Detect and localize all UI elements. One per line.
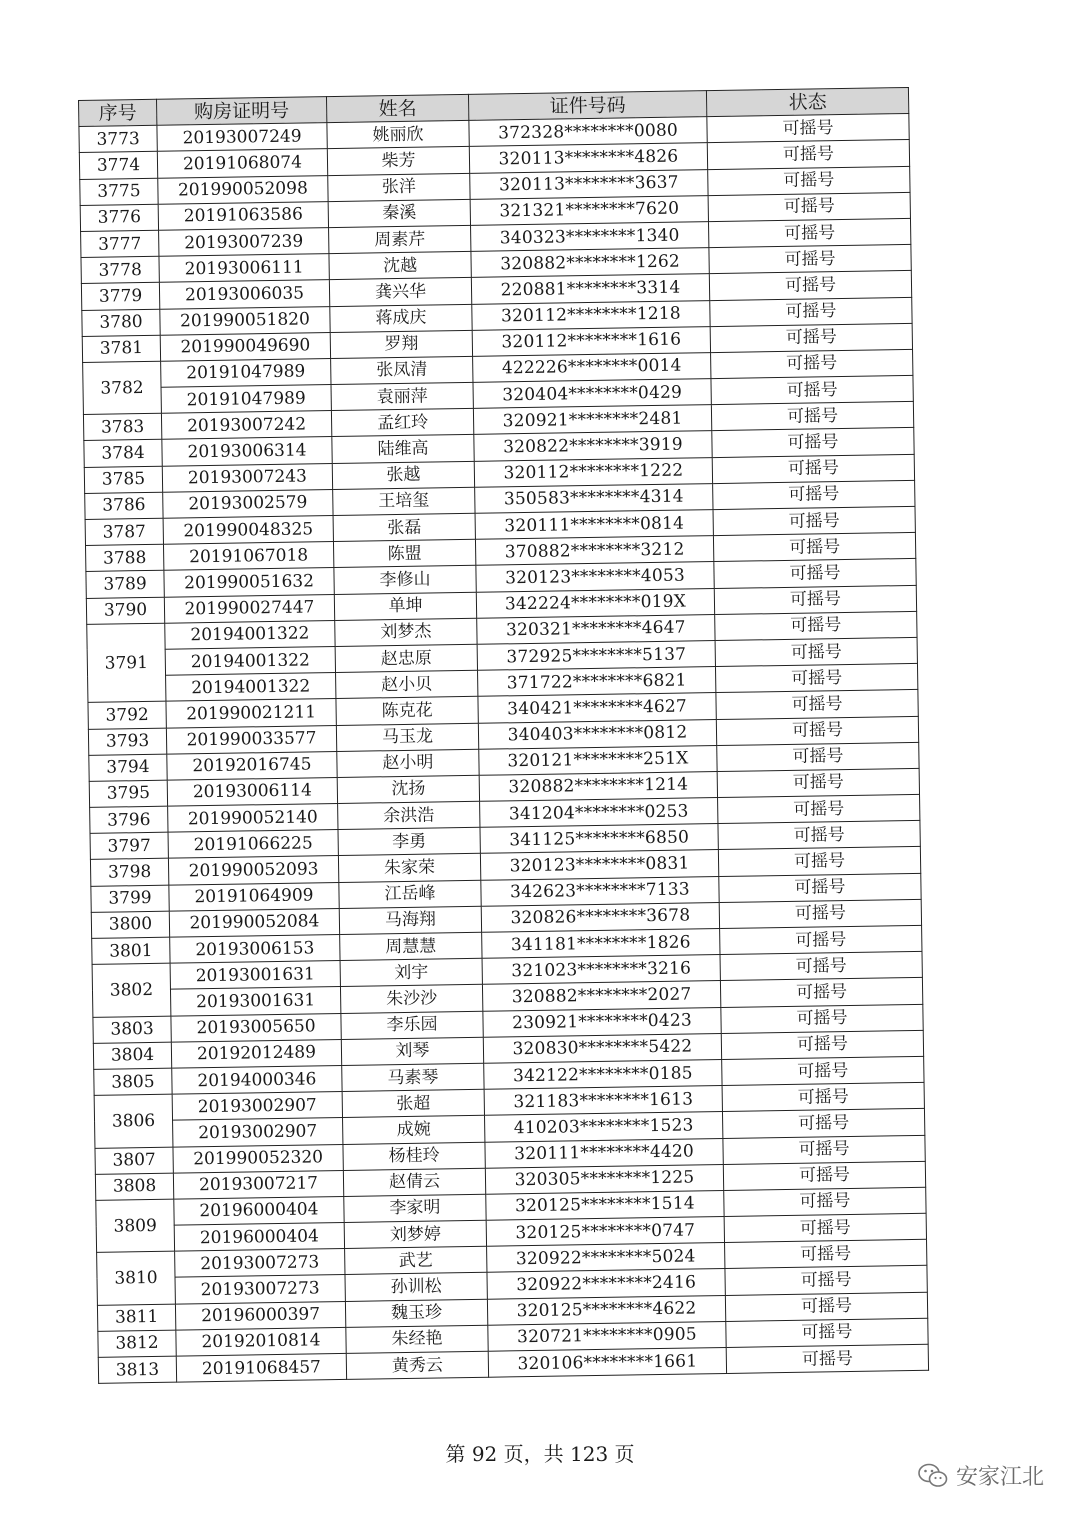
cell-certificate: 20191066225 bbox=[168, 830, 338, 859]
cell-id-number: 321183********1613 bbox=[484, 1086, 722, 1116]
cell-status: 可摇号 bbox=[725, 1292, 927, 1321]
cell-id-number: 320882********2027 bbox=[482, 981, 720, 1011]
cell-certificate: 201990052140 bbox=[168, 804, 338, 833]
cell-seq: 3780 bbox=[82, 309, 160, 336]
cell-id-number: 230921********0423 bbox=[483, 1007, 721, 1037]
cell-status: 可摇号 bbox=[723, 1161, 925, 1190]
header-certificate: 购房证明号 bbox=[156, 97, 326, 126]
cell-seq: 3776 bbox=[80, 204, 158, 231]
cell-seq: 3779 bbox=[81, 283, 159, 310]
cell-certificate: 201990052093 bbox=[168, 856, 338, 885]
cell-certificate: 20191063586 bbox=[158, 201, 328, 230]
cell-certificate: 20196000404 bbox=[174, 1196, 344, 1225]
cell-seq: 3803 bbox=[93, 1016, 171, 1043]
cell-name: 袁丽萍 bbox=[331, 382, 473, 410]
cell-certificate: 20193006153 bbox=[170, 934, 340, 963]
cell-certificate: 20193007273 bbox=[175, 1275, 345, 1304]
cell-seq: 3786 bbox=[85, 492, 163, 519]
cell-name: 张越 bbox=[332, 461, 474, 489]
cell-id-number: 320305********1225 bbox=[485, 1164, 723, 1194]
cell-seq: 3794 bbox=[89, 754, 167, 781]
cell-seq: 3795 bbox=[89, 780, 167, 807]
cell-name: 黄秀云 bbox=[346, 1351, 488, 1379]
cell-seq: 3796 bbox=[90, 806, 168, 833]
cell-name: 张洋 bbox=[328, 173, 470, 201]
cell-status: 可摇号 bbox=[719, 873, 921, 902]
cell-status: 可摇号 bbox=[720, 952, 922, 981]
cell-name: 柴芳 bbox=[327, 147, 469, 175]
cell-seq: 3811 bbox=[97, 1304, 175, 1331]
cell-seq: 3810 bbox=[97, 1251, 176, 1305]
cell-name: 赵小明 bbox=[337, 749, 479, 777]
wechat-icon bbox=[918, 1463, 948, 1489]
cell-certificate: 20196000397 bbox=[175, 1301, 345, 1330]
cell-certificate: 20193006314 bbox=[162, 437, 332, 466]
cell-name: 朱沙沙 bbox=[340, 985, 482, 1013]
cell-seq: 3809 bbox=[96, 1199, 175, 1253]
cell-status: 可摇号 bbox=[725, 1266, 927, 1295]
cell-status: 可摇号 bbox=[724, 1213, 926, 1242]
cell-name: 马海翔 bbox=[339, 906, 481, 934]
cell-status: 可摇号 bbox=[718, 794, 920, 823]
cell-name: 张凤清 bbox=[331, 356, 473, 384]
cell-id-number: 372925********5137 bbox=[477, 640, 715, 670]
cell-status: 可摇号 bbox=[714, 585, 916, 614]
cell-status: 可摇号 bbox=[711, 375, 913, 404]
cell-id-number: 320922********5024 bbox=[487, 1243, 725, 1273]
cell-name: 罗翔 bbox=[330, 330, 472, 358]
header-status: 状态 bbox=[706, 87, 908, 116]
cell-status: 可摇号 bbox=[711, 349, 913, 378]
cell-certificate: 20193005650 bbox=[171, 1013, 341, 1042]
cell-seq: 3774 bbox=[79, 152, 157, 179]
cell-certificate: 20193001631 bbox=[170, 961, 340, 990]
applicant-table bbox=[78, 87, 929, 1384]
cell-certificate: 201990052098 bbox=[158, 175, 328, 204]
cell-name: 周慧慧 bbox=[340, 932, 482, 960]
cell-name: 张磊 bbox=[333, 513, 475, 541]
cell-id-number: 320112********1222 bbox=[474, 457, 712, 487]
cell-certificate: 20191067018 bbox=[163, 542, 333, 571]
cell-id-number: 370882********3212 bbox=[475, 536, 713, 566]
cell-seq: 3792 bbox=[88, 702, 166, 729]
cell-name: 赵小贝 bbox=[336, 670, 478, 698]
cell-id-number: 320111********0814 bbox=[475, 510, 713, 540]
cell-status: 可摇号 bbox=[721, 1030, 923, 1059]
cell-status: 可摇号 bbox=[709, 245, 911, 274]
cell-certificate: 20193007243 bbox=[162, 463, 332, 492]
cell-name: 龚兴华 bbox=[329, 278, 471, 306]
cell-name: 周素芹 bbox=[329, 225, 471, 253]
cell-id-number: 320111********4420 bbox=[485, 1138, 723, 1168]
cell-name: 赵倩云 bbox=[343, 1168, 485, 1196]
cell-seq: 3789 bbox=[86, 571, 164, 598]
cell-name: 单坤 bbox=[334, 592, 476, 620]
cell-id-number: 340323********1340 bbox=[471, 222, 709, 252]
cell-certificate: 20193006035 bbox=[159, 280, 329, 309]
cell-status: 可摇号 bbox=[707, 114, 909, 143]
cell-seq: 3783 bbox=[83, 413, 161, 440]
cell-id-number: 320826********3678 bbox=[481, 902, 719, 932]
cell-name: 李勇 bbox=[338, 828, 480, 856]
cell-status: 可摇号 bbox=[722, 1056, 924, 1085]
cell-status: 可摇号 bbox=[712, 428, 914, 457]
cell-certificate: 20194001322 bbox=[165, 620, 335, 649]
cell-id-number: 320922********2416 bbox=[487, 1269, 725, 1299]
cell-certificate: 20194001322 bbox=[165, 646, 335, 675]
cell-seq: 3802 bbox=[92, 963, 171, 1017]
cell-certificate: 20193006111 bbox=[159, 254, 329, 283]
cell-certificate: 20191047989 bbox=[161, 385, 331, 414]
cell-certificate: 20192012489 bbox=[171, 1039, 341, 1068]
cell-id-number: 220881********3314 bbox=[471, 274, 709, 304]
cell-seq: 3799 bbox=[91, 885, 169, 912]
cell-status: 可摇号 bbox=[723, 1135, 925, 1164]
cell-status: 可摇号 bbox=[721, 1004, 923, 1033]
cell-status: 可摇号 bbox=[713, 506, 915, 535]
cell-seq: 3805 bbox=[94, 1068, 172, 1095]
cell-id-number: 320921********2481 bbox=[473, 405, 711, 435]
cell-certificate: 201990052084 bbox=[169, 908, 339, 937]
document-sheet bbox=[78, 87, 928, 1384]
cell-name: 马素琴 bbox=[342, 1063, 484, 1091]
cell-id-number: 320822********3919 bbox=[474, 431, 712, 461]
cell-name: 沈扬 bbox=[337, 775, 479, 803]
cell-seq: 3793 bbox=[88, 728, 166, 755]
cell-id-number: 320123********0831 bbox=[480, 850, 718, 880]
cell-name: 孟红玲 bbox=[331, 409, 473, 437]
cell-id-number: 320404********0429 bbox=[473, 379, 711, 409]
cell-seq: 3781 bbox=[82, 335, 160, 362]
cell-status: 可摇号 bbox=[716, 690, 918, 719]
cell-name: 成婉 bbox=[343, 1116, 485, 1144]
cell-id-number: 320112********1616 bbox=[472, 326, 710, 356]
cell-name: 刘梦杰 bbox=[335, 618, 477, 646]
cell-name: 李家明 bbox=[344, 1194, 486, 1222]
cell-name: 陆维高 bbox=[332, 435, 474, 463]
cell-status: 可摇号 bbox=[711, 402, 913, 431]
cell-status: 可摇号 bbox=[714, 559, 916, 588]
cell-status: 可摇号 bbox=[718, 847, 920, 876]
cell-id-number: 320721********0905 bbox=[488, 1321, 726, 1351]
cell-seq: 3784 bbox=[84, 440, 162, 467]
cell-id-number: 320830********5422 bbox=[483, 1033, 721, 1063]
cell-seq: 3782 bbox=[83, 361, 162, 415]
cell-status: 可摇号 bbox=[707, 140, 909, 169]
cell-certificate: 20194000346 bbox=[172, 1065, 342, 1094]
table-body bbox=[79, 114, 929, 1384]
cell-certificate: 20193007242 bbox=[161, 411, 331, 440]
cell-seq: 3801 bbox=[92, 937, 170, 964]
cell-status: 可摇号 bbox=[708, 218, 910, 247]
cell-certificate: 20191064909 bbox=[169, 882, 339, 911]
cell-seq: 3797 bbox=[90, 832, 168, 859]
cell-seq: 3785 bbox=[84, 466, 162, 493]
cell-status: 可摇号 bbox=[722, 1109, 924, 1138]
cell-name: 魏玉珍 bbox=[345, 1299, 487, 1327]
cell-status: 可摇号 bbox=[708, 166, 910, 195]
cell-certificate: 20191047989 bbox=[161, 358, 331, 387]
cell-id-number: 342224********019X bbox=[476, 588, 714, 618]
cell-name: 王培玺 bbox=[333, 487, 475, 515]
cell-seq: 3813 bbox=[98, 1356, 176, 1383]
cell-name: 朱家荣 bbox=[338, 854, 480, 882]
cell-id-number: 341181********1826 bbox=[482, 929, 720, 959]
cell-status: 可摇号 bbox=[712, 454, 914, 483]
cell-certificate: 20193007217 bbox=[173, 1170, 343, 1199]
cell-seq: 3800 bbox=[91, 911, 169, 938]
cell-name: 姚丽欣 bbox=[327, 121, 469, 149]
cell-id-number: 320125********0747 bbox=[486, 1217, 724, 1247]
cell-certificate: 20193002907 bbox=[173, 1118, 343, 1147]
cell-status: 可摇号 bbox=[716, 716, 918, 745]
cell-id-number: 371722********6821 bbox=[478, 667, 716, 697]
cell-certificate: 20193007249 bbox=[157, 123, 327, 152]
cell-seq: 3806 bbox=[94, 1094, 173, 1148]
cell-status: 可摇号 bbox=[724, 1187, 926, 1216]
cell-id-number: 320112********1218 bbox=[472, 300, 710, 330]
cell-name: 朱经艳 bbox=[346, 1325, 488, 1353]
cell-status: 可摇号 bbox=[718, 821, 920, 850]
cell-certificate: 20193002907 bbox=[172, 1092, 342, 1121]
cell-certificate: 20192010814 bbox=[176, 1327, 346, 1356]
cell-certificate: 20193001631 bbox=[170, 987, 340, 1016]
cell-id-number: 320125********1514 bbox=[486, 1190, 724, 1220]
cell-id-number: 372328********0080 bbox=[469, 117, 707, 147]
header-seq: 序号 bbox=[79, 99, 157, 126]
cell-id-number: 321023********3216 bbox=[482, 955, 720, 985]
cell-status: 可摇号 bbox=[720, 978, 922, 1007]
cell-name: 刘琴 bbox=[341, 1037, 483, 1065]
cell-seq: 3808 bbox=[95, 1173, 173, 1200]
cell-status: 可摇号 bbox=[708, 192, 910, 221]
cell-id-number: 341204********0253 bbox=[480, 798, 718, 828]
cell-seq: 3787 bbox=[85, 518, 163, 545]
cell-status: 可摇号 bbox=[713, 480, 915, 509]
cell-name: 陈盟 bbox=[333, 539, 475, 567]
cell-seq: 3778 bbox=[81, 256, 159, 283]
cell-id-number: 350583********4314 bbox=[475, 483, 713, 513]
cell-name: 杨桂玲 bbox=[343, 1142, 485, 1170]
cell-certificate: 20194001322 bbox=[166, 673, 336, 702]
cell-status: 可摇号 bbox=[710, 323, 912, 352]
cell-seq: 3790 bbox=[86, 597, 164, 624]
cell-id-number: 341125********6850 bbox=[480, 824, 718, 854]
cell-id-number: 422226********0014 bbox=[473, 352, 711, 382]
cell-status: 可摇号 bbox=[722, 1082, 924, 1111]
cell-certificate: 20193002579 bbox=[163, 489, 333, 518]
cell-status: 可摇号 bbox=[717, 742, 919, 771]
cell-seq: 3777 bbox=[81, 230, 159, 257]
cell-id-number: 340421********4627 bbox=[478, 693, 716, 723]
header-name: 姓名 bbox=[326, 94, 468, 122]
cell-id-number: 342623********7133 bbox=[481, 876, 719, 906]
page-number: 第 92 页，共 123 页 bbox=[445, 1442, 635, 1466]
cell-certificate: 20191068074 bbox=[157, 149, 327, 178]
cell-certificate: 20193007273 bbox=[175, 1249, 345, 1278]
cell-name: 刘宇 bbox=[340, 958, 482, 986]
header-id-number: 证件号码 bbox=[468, 91, 706, 121]
cell-certificate: 201990027447 bbox=[164, 594, 334, 623]
cell-status: 可摇号 bbox=[715, 637, 917, 666]
cell-id-number: 340403********0812 bbox=[478, 719, 716, 749]
cell-status: 可摇号 bbox=[725, 1240, 927, 1269]
cell-name: 张超 bbox=[342, 1089, 484, 1117]
cell-status: 可摇号 bbox=[709, 271, 911, 300]
cell-certificate: 201990052320 bbox=[173, 1144, 343, 1173]
cell-certificate: 201990049690 bbox=[160, 332, 330, 361]
cell-id-number: 320113********3637 bbox=[470, 169, 708, 199]
cell-seq: 3791 bbox=[87, 623, 166, 703]
cell-status: 可摇号 bbox=[719, 899, 921, 928]
cell-seq: 3798 bbox=[90, 859, 168, 886]
cell-name: 沈越 bbox=[329, 251, 471, 279]
cell-certificate: 201990033577 bbox=[166, 725, 336, 754]
cell-certificate: 20191068457 bbox=[176, 1353, 346, 1382]
cell-status: 可摇号 bbox=[710, 297, 912, 326]
cell-id-number: 321321********7620 bbox=[470, 195, 708, 225]
cell-seq: 3807 bbox=[95, 1147, 173, 1174]
cell-status: 可摇号 bbox=[717, 768, 919, 797]
cell-certificate: 201990048325 bbox=[163, 516, 333, 545]
watermark bbox=[918, 1460, 1044, 1491]
cell-name: 江岳峰 bbox=[339, 880, 481, 908]
cell-id-number: 410203********1523 bbox=[485, 1112, 723, 1142]
cell-id-number: 320882********1214 bbox=[479, 771, 717, 801]
cell-status: 可摇号 bbox=[713, 533, 915, 562]
cell-seq: 3788 bbox=[86, 544, 164, 571]
cell-status: 可摇号 bbox=[715, 611, 917, 640]
cell-seq: 3812 bbox=[98, 1330, 176, 1357]
cell-certificate: 201990021211 bbox=[166, 699, 336, 728]
cell-status: 可摇号 bbox=[726, 1318, 928, 1347]
cell-id-number: 320106********1661 bbox=[488, 1347, 726, 1377]
cell-name: 秦溪 bbox=[328, 199, 470, 227]
cell-id-number: 320123********4053 bbox=[476, 562, 714, 592]
cell-name: 陈克花 bbox=[336, 697, 478, 725]
cell-name: 李乐园 bbox=[341, 1011, 483, 1039]
cell-seq: 3773 bbox=[79, 125, 157, 152]
cell-name: 武艺 bbox=[345, 1246, 487, 1274]
cell-certificate: 20193006114 bbox=[167, 777, 337, 806]
cell-id-number: 342122********0185 bbox=[484, 1059, 722, 1089]
cell-certificate: 20192016745 bbox=[167, 751, 337, 780]
cell-seq: 3804 bbox=[93, 1042, 171, 1069]
cell-name: 刘梦婷 bbox=[344, 1220, 486, 1248]
cell-certificate: 201990051632 bbox=[164, 568, 334, 597]
cell-name: 余洪浩 bbox=[338, 801, 480, 829]
cell-id-number: 320121********251X bbox=[479, 745, 717, 775]
cell-id-number: 320321********4647 bbox=[477, 614, 715, 644]
cell-certificate: 20193007239 bbox=[159, 228, 329, 257]
cell-name: 李修山 bbox=[334, 566, 476, 594]
cell-name: 赵忠原 bbox=[335, 644, 477, 672]
cell-status: 可摇号 bbox=[715, 664, 917, 693]
cell-name: 孙训松 bbox=[345, 1273, 487, 1301]
cell-name: 蒋成庆 bbox=[330, 304, 472, 332]
cell-id-number: 320882********1262 bbox=[471, 248, 709, 278]
cell-name: 马玉龙 bbox=[336, 723, 478, 751]
watermark-text: 安家江北 bbox=[955, 1465, 1044, 1490]
cell-certificate: 20196000404 bbox=[174, 1223, 344, 1252]
cell-id-number: 320125********4622 bbox=[487, 1295, 725, 1325]
cell-status: 可摇号 bbox=[726, 1344, 928, 1373]
cell-id-number: 320113********4826 bbox=[469, 143, 707, 173]
cell-status: 可摇号 bbox=[720, 925, 922, 954]
cell-seq: 3775 bbox=[80, 178, 158, 205]
cell-certificate: 201990051820 bbox=[160, 306, 330, 335]
